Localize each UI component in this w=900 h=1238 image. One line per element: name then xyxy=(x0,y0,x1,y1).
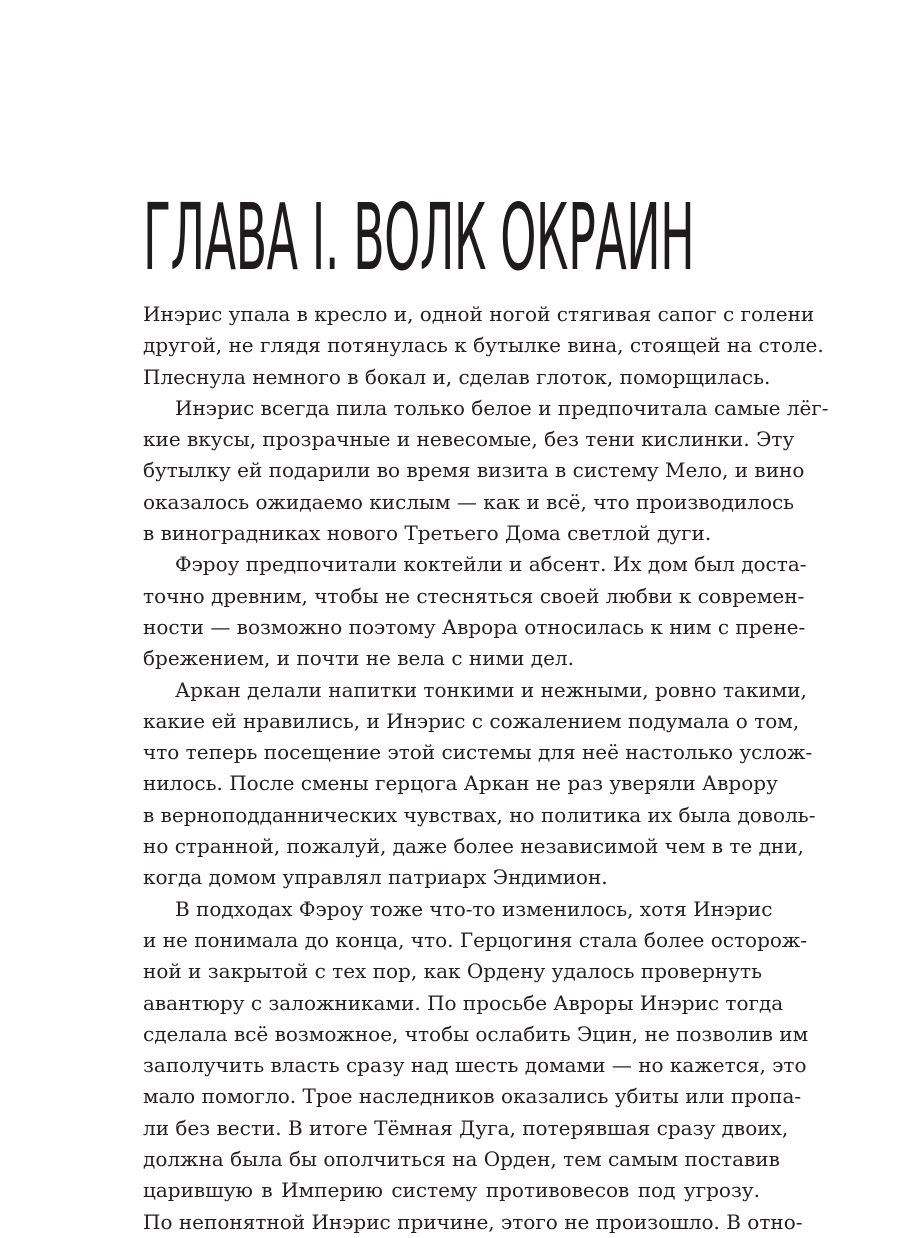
text-line: Инэрис упала в кресло и, одной ногой стягивая сапог с голени xyxy=(143,302,815,326)
text-line: сделала всё возможное, чтобы ослабить Эцин, не позволив им xyxy=(143,1021,809,1046)
text-line: По непонятной Инэрис причине, этого не произошло. В отно- xyxy=(143,1209,803,1234)
text-line: когда домом управлял патриарх Эндимион. xyxy=(143,865,608,890)
text-line: Фэроу предпочитали коктейли и абсент. Их дом был доста- xyxy=(175,552,807,577)
text-line: в верноподданнических чувствах, но политика их была доволь- xyxy=(143,802,816,827)
text-line: царившую в Империю систему противовесов под угрозу. xyxy=(143,1178,760,1203)
text-line: должна была бы ополчиться на Орден, тем самым поставив xyxy=(143,1147,780,1172)
chapter-title: ГЛАВА I. ВОЛК ОКРАИН xyxy=(143,184,695,291)
text-line: ли без вести. В итоге Тёмная Дуга, потерявшая сразу двоих, xyxy=(143,1115,789,1140)
text-line: оказалось ожидаемо кислым — как и всё, что производилось xyxy=(143,489,795,514)
text-line: заполучить власть сразу над шесть домами — но кажется, это xyxy=(143,1053,807,1078)
text-line: авантюру с заложниками. По просьбе Авроры Инэрис тогда xyxy=(143,990,784,1015)
text-line: ности — возможно поэтому Аврора относилась к ним с прене- xyxy=(143,614,806,639)
text-line: бутылку ей подарили во время визита в систему Мело, и вино xyxy=(143,458,805,483)
text-line: какие ей нравились, и Инэрис с сожалением подумала о том, xyxy=(143,708,800,733)
text-line: в виноградниках нового Третьего Дома светлой дуги. xyxy=(143,521,712,546)
text-line: Инэрис всегда пила только белое и предпочитала самые лёг- xyxy=(175,395,829,420)
text-line: что теперь посещение этой системы для неё настолько услож- xyxy=(143,740,813,765)
text-line: нилось. После смены герцога Аркан не раз уверяли Аврору xyxy=(143,771,778,796)
text-line: и не понимала до конца, что. Герцогиня стала более осторож- xyxy=(143,927,808,952)
text-line: мало помогло. Трое наследников оказались убиты или пропа- xyxy=(143,1084,802,1109)
text-line: но странной, пожалуй, даже более независимой чем в те дни, xyxy=(143,834,804,859)
text-line: точно древним, чтобы не стесняться своей любви к современ- xyxy=(143,583,805,608)
text-line: кие вкусы, прозрачные и невесомые, без тени кислинки. Эту xyxy=(143,427,795,452)
body-text xyxy=(143,299,829,1238)
text-line: брежением, и почти не вела с ними дел. xyxy=(143,646,574,671)
text-line: ной и закрытой с тех пор, как Ордену удалось провернуть xyxy=(143,959,762,984)
text-line: В подходах Фэроу тоже что-то изменилось, хотя Инэрис xyxy=(175,896,773,921)
text-line: Плеснула немного в бокал и, сделав глоток, поморщилась. xyxy=(143,364,771,389)
text-line: Аркан делали напитки тонкими и нежными, ровно такими, xyxy=(175,677,807,702)
text-line: другой, не глядя потянулась к бутылке вина, стоящей на столе. xyxy=(143,333,824,358)
